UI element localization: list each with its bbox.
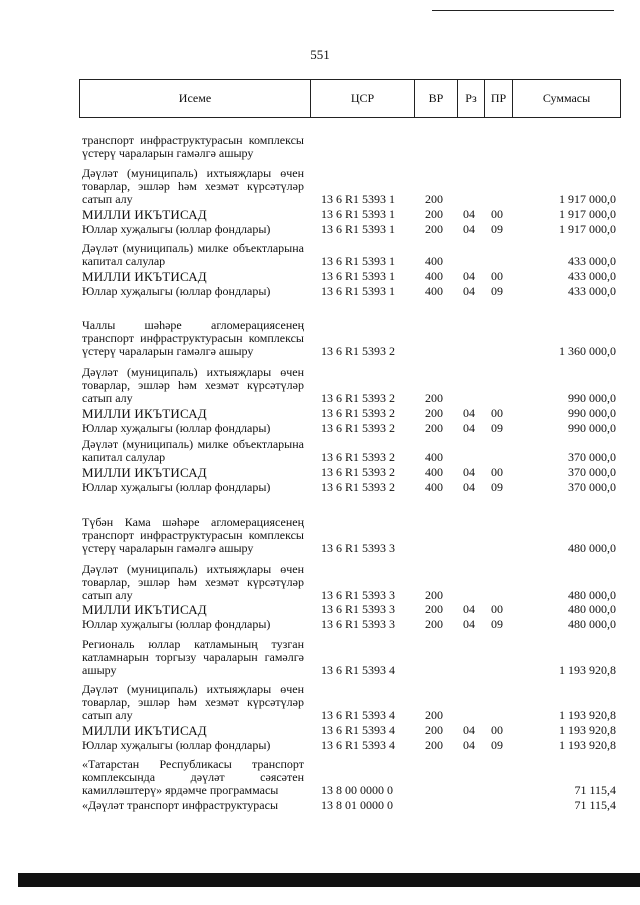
cell-vr: 200 [425,738,443,752]
cell-name: Дәүләт (муниципаль) ихтыяҗлары өчен товарлар, эшләр һәм хезмәт күрсәтүләр сатып алу [82,682,304,722]
header-csr: ЦСР [311,80,415,117]
cell-sum: 990 000,0 [568,421,616,435]
cell-name: Юллар хуҗалыгы (юллар фондлары) [82,421,271,435]
cell-sum: 1 360 000,0 [559,344,616,358]
cell-sum: 990 000,0 [568,391,616,405]
cell-sum: 370 000,0 [568,480,616,494]
cell-sum: 1 917 000,0 [559,207,616,221]
cell-sum: 1 193 920,8 [559,708,616,722]
cell-pr: 09 [491,480,503,494]
cell-name: МИЛЛИ ИКЪТИСАД [82,602,207,617]
cell-name: МИЛЛИ ИКЪТИСАД [82,207,207,222]
cell-sum: 370 000,0 [568,465,616,479]
cell-csr: 13 6 R1 5393 2 [321,450,396,464]
cell-rz: 04 [463,480,475,494]
cell-rz: 04 [463,738,475,752]
header-name: Исеме [80,80,311,117]
cell-rz: 04 [463,465,475,479]
cell-csr: 13 6 R1 5393 2 [321,421,396,435]
cell-name: «Дәүләт транспорт инфраструктурасы [82,798,279,812]
cell-csr: 13 6 R1 5393 3 [321,617,396,631]
cell-name: Юллар хуҗалыгы (юллар фондлары) [82,222,271,236]
cell-pr: 00 [491,723,503,737]
cell-name: Чаллы шәһәре агломерациясенең транспорт инфраструктурасын комплексы үстерү чараларын гамәлгә ашыру [82,318,304,358]
cell-sum: 1 917 000,0 [559,222,616,236]
cell-rz: 04 [463,602,475,616]
cell-csr: 13 8 00 0000 0 [321,783,393,797]
cell-sum: 71 115,4 [574,783,616,797]
cell-sum: 433 000,0 [568,284,616,298]
header-pr: ПР [485,80,513,117]
cell-vr: 400 [425,284,443,298]
cell-sum: 370 000,0 [568,450,616,464]
cell-rz: 04 [463,222,475,236]
cell-vr: 200 [425,406,443,420]
cell-pr: 00 [491,602,503,616]
cell-csr: 13 6 R1 5393 1 [321,222,396,236]
cell-sum: 1 193 920,8 [559,663,616,677]
cell-pr: 09 [491,738,503,752]
cell-csr: 13 6 R1 5393 3 [321,602,396,616]
cell-vr: 400 [425,450,443,464]
cell-name: МИЛЛИ ИКЪТИСАД [82,269,207,284]
cell-csr: 13 8 01 0000 0 [321,798,393,812]
cell-pr: 00 [491,207,503,221]
cell-rz: 04 [463,617,475,631]
page-number: 551 [310,47,330,62]
header-sum: Суммасы [542,91,591,105]
cell-vr: 400 [425,480,443,494]
cell-csr: 13 6 R1 5393 4 [321,723,396,737]
cell-csr: 13 6 R1 5393 1 [321,269,396,283]
cell-vr: 400 [425,254,443,268]
cell-vr: 200 [425,192,443,206]
cell-csr: 13 6 R1 5393 2 [321,406,396,420]
cell-csr: 13 6 R1 5393 4 [321,738,396,752]
header-vr: ВР [415,80,458,117]
cell-name: «Татарстан Республикасы транспорт комплексында дәүләт сәясәтен камилләштерү» ярдәмче программасы [82,757,304,797]
cell-vr: 400 [425,269,443,283]
cell-name: Түбән Кама шәһәре агломерациясенең транспорт инфраструктурасын комплексы үстерү чараларын гамәлгә ашыру [82,515,304,555]
cell-rz: 04 [463,421,475,435]
cell-sum: 480 000,0 [568,602,616,616]
cell-name: транспорт инфраструктурасын комплексы үстерү чараларын гамәлгә ашыру [82,133,304,160]
cell-vr: 400 [425,465,443,479]
cell-name: МИЛЛИ ИКЪТИСАД [82,465,207,480]
cell-vr: 200 [425,602,443,616]
cell-vr: 200 [425,723,443,737]
cell-vr: 200 [425,421,443,435]
cell-vr: 200 [425,708,443,722]
cell-rz: 04 [463,269,475,283]
cell-pr: 00 [491,269,503,283]
cell-csr: 13 6 R1 5393 4 [321,708,396,722]
cell-csr: 13 6 R1 5393 2 [321,465,396,479]
cell-csr: 13 6 R1 5393 1 [321,207,396,221]
cell-sum: 433 000,0 [568,269,616,283]
cell-sum: 1 193 920,8 [559,738,616,752]
cell-csr: 13 6 R1 5393 1 [321,284,396,298]
cell-vr: 200 [425,222,443,236]
cell-vr: 200 [425,588,443,602]
cell-sum: 990 000,0 [568,406,616,420]
cell-name: МИЛЛИ ИКЪТИСАД [82,723,207,738]
cell-csr: 13 6 R1 5393 4 [321,663,396,677]
cell-name: Юллар хуҗалыгы (юллар фондлары) [82,617,271,631]
scan-bottom-bar [18,873,640,887]
cell-csr: 13 6 R1 5393 3 [321,588,396,602]
header-rz: Рз [458,80,485,117]
cell-sum: 480 000,0 [568,588,616,602]
cell-name: МИЛЛИ ИКЪТИСАД [82,406,207,421]
cell-csr: 13 6 R1 5393 1 [321,254,396,268]
cell-name: Дәүләт (муниципаль) ихтыяҗлары өчен товарлар, эшләр һәм хезмәт күрсәтүләр сатып алу [82,365,304,405]
cell-vr: 200 [425,391,443,405]
cell-rz: 04 [463,284,475,298]
cell-sum: 480 000,0 [568,541,616,555]
cell-vr: 200 [425,617,443,631]
cell-csr: 13 6 R1 5393 2 [321,391,396,405]
cell-pr: 09 [491,421,503,435]
cell-name: Юллар хуҗалыгы (юллар фондлары) [82,738,271,752]
cell-sum: 1 193 920,8 [559,723,616,737]
cell-name: Дәүләт (муниципаль) милке объектларына капитал салулар [82,241,304,268]
cell-pr: 09 [491,284,503,298]
cell-vr: 200 [425,207,443,221]
cell-csr: 13 6 R1 5393 2 [321,344,396,358]
cell-csr: 13 6 R1 5393 1 [321,192,396,206]
cell-sum: 480 000,0 [568,617,616,631]
cell-sum: 433 000,0 [568,254,616,268]
cell-name: Юллар хуҗалыгы (юллар фондлары) [82,480,271,494]
cell-name: Юллар хуҗалыгы (юллар фондлары) [82,284,271,298]
cell-name: Дәүләт (муниципаль) ихтыяҗлары өчен товарлар, эшләр һәм хезмәт күрсәтүләр сатып алу [82,562,304,602]
cell-name: Региональ юллар катламының тузган катламнарын торгызу чараларын гамәлгә ашыру [82,637,304,677]
cell-sum: 71 115,4 [574,798,616,812]
cell-rz: 04 [463,207,475,221]
cell-csr: 13 6 R1 5393 2 [321,480,396,494]
cell-pr: 09 [491,222,503,236]
cell-name: Дәүләт (муниципаль) милке объектларына капитал салулар [82,437,304,464]
cell-rz: 04 [463,406,475,420]
cell-sum: 1 917 000,0 [559,192,616,206]
cell-pr: 09 [491,617,503,631]
cell-rz: 04 [463,723,475,737]
cell-csr: 13 6 R1 5393 3 [321,541,396,555]
cell-pr: 00 [491,465,503,479]
cell-pr: 00 [491,406,503,420]
cell-name: Дәүләт (муниципаль) ихтыяҗлары өчен товарлар, эшләр һәм хезмәт күрсәтүләр сатып алу [82,166,304,206]
